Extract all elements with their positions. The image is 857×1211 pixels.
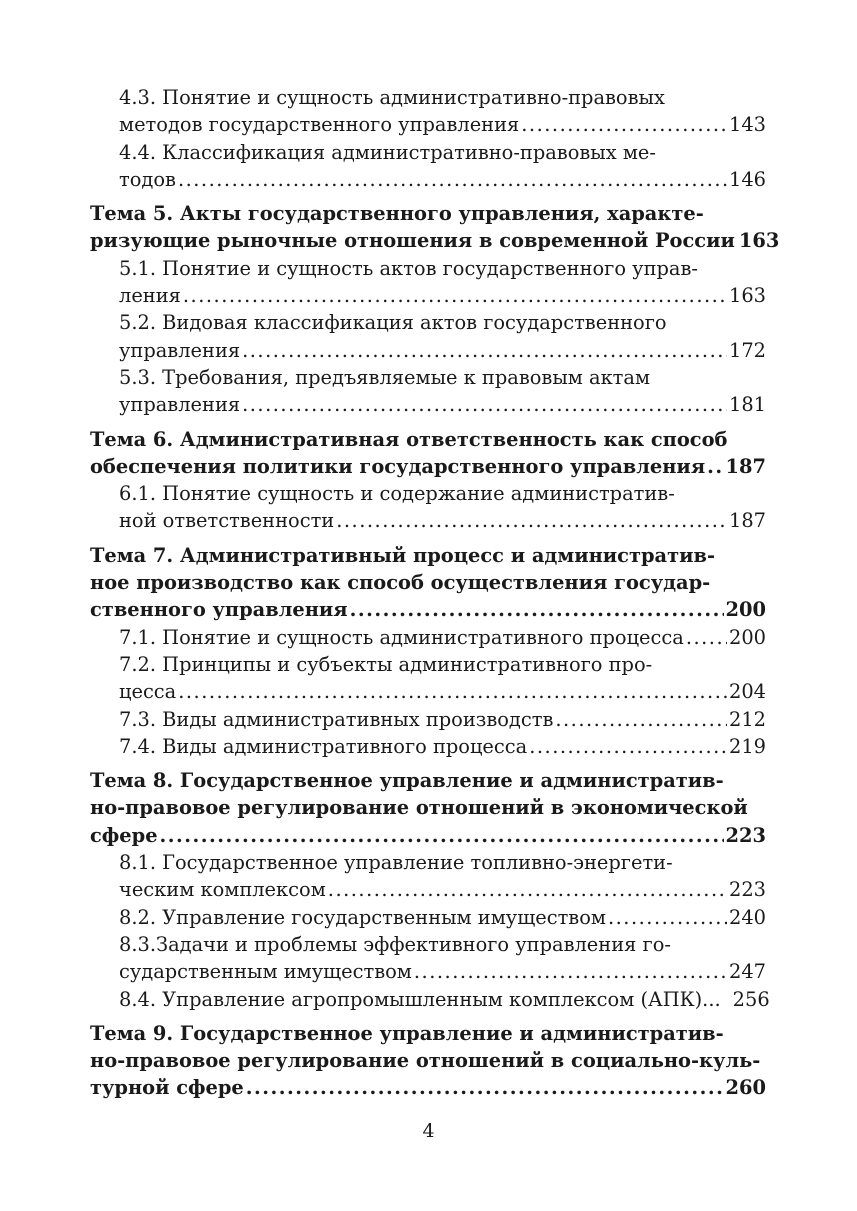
dot-leader xyxy=(242,391,727,418)
toc-entry-last-line xyxy=(119,678,766,705)
toc-entry-title-end: тодов xyxy=(119,167,176,191)
dot-leader xyxy=(246,1074,724,1101)
toc-entry-title-end: 8.4. Управление агропромышленным комплексом (АПК)... xyxy=(119,987,721,1011)
toc-entry-line: 7.2. Принципы и субъекты административного про- xyxy=(119,652,653,676)
toc-entry-line: 4.3. Понятие и сущность административно-правовых xyxy=(119,86,665,109)
toc-entry-last-line xyxy=(119,706,766,733)
toc-page-number: 204 xyxy=(728,680,766,704)
toc-entry-title-end: управления xyxy=(119,338,241,362)
toc-subsection-entry[interactable] xyxy=(90,364,766,419)
toc-page-number: 260 xyxy=(725,1076,766,1100)
toc-entry-title-end: ной ответственности xyxy=(119,509,335,533)
toc-entry-last-line xyxy=(119,166,766,193)
toc-subsection-entry[interactable] xyxy=(90,849,766,904)
toc-entry-last-line xyxy=(90,596,766,623)
toc-subsection-entry[interactable] xyxy=(90,931,766,986)
dot-leader xyxy=(242,337,727,364)
toc-entry-title-end: ризующие рыночные отношения в современной России xyxy=(90,229,735,253)
dot-leader xyxy=(529,733,727,760)
toc-entry-line: Тема 8. Государственное управление и административ- xyxy=(90,769,724,793)
toc-entry-last-line xyxy=(90,453,766,480)
dot-leader xyxy=(350,596,724,623)
toc-page-number: 181 xyxy=(728,393,766,417)
toc-entry-title-end: сударственным имуществом xyxy=(119,960,412,984)
toc-entry-line: 5.1. Понятие и сущность актов государственного управ- xyxy=(119,256,698,280)
toc-entry-last-line xyxy=(119,111,766,138)
toc-entry-line: 8.3.Задачи и проблемы эффективного управления го- xyxy=(119,932,671,956)
dot-leader xyxy=(328,876,727,903)
toc-page-number: 163 xyxy=(728,284,766,308)
toc-page-number: 240 xyxy=(728,905,766,929)
toc-page-number: 219 xyxy=(728,734,766,758)
toc-subsection-entry[interactable] xyxy=(90,84,766,139)
toc-page-number: 163 xyxy=(738,229,780,253)
toc-entry-title-end: управления xyxy=(119,393,241,417)
toc-page-number: 212 xyxy=(728,707,766,731)
toc-topic-entry[interactable] xyxy=(90,426,766,481)
toc-subsection-entry[interactable] xyxy=(90,255,766,310)
toc-entry-line: Тема 6. Административная ответственность как способ xyxy=(90,427,728,451)
toc-page-number: 187 xyxy=(725,454,766,478)
toc-entry-last-line xyxy=(90,227,780,254)
toc-entry-last-line xyxy=(119,904,766,931)
toc-entry-title-end: обеспечения политики государственного управления xyxy=(90,454,706,478)
toc-subsection-entry[interactable] xyxy=(90,733,766,760)
toc-entry-last-line xyxy=(119,282,766,309)
toc-entry-line: Тема 9. Государственное управление и административ- xyxy=(90,1021,724,1045)
toc-subsection-entry[interactable] xyxy=(90,139,766,194)
toc-entry-title-end: 7.1. Понятие и сущность административного процесса xyxy=(119,625,684,649)
toc-entry-last-line xyxy=(119,958,766,985)
toc-page-number: 172 xyxy=(728,338,766,362)
toc-entry-title-end: ческим комплексом xyxy=(119,878,326,902)
toc-topic-entry[interactable] xyxy=(90,542,766,624)
toc-page-number: 223 xyxy=(725,823,766,847)
toc-entry-line: 5.3. Требования, предъявляемые к правовым актам xyxy=(119,365,651,389)
dot-leader xyxy=(178,678,727,705)
toc-entry-line: но-правовое регулирование отношений в социально-куль- xyxy=(90,1049,761,1073)
dot-leader xyxy=(183,282,727,309)
dot-leader xyxy=(160,822,724,849)
toc-entry-line: 4.4. Классификация административно-правовых ме- xyxy=(119,140,656,164)
toc-page-number: 187 xyxy=(728,509,766,533)
toc-entry-line: 5.2. Видовая классификация актов государственного xyxy=(119,311,667,335)
toc-subsection-entry[interactable] xyxy=(90,480,766,535)
toc-entry-line: 6.1. Понятие сущность и содержание административ- xyxy=(119,482,675,506)
toc-entry-title-end: сфере xyxy=(90,823,158,847)
dot-leader xyxy=(521,111,727,138)
toc-entry-line: но-правовое регулирование отношений в экономической xyxy=(90,796,748,820)
toc-entry-title-end: ственного управления xyxy=(90,598,348,622)
toc-entry-title-end: турной сфере xyxy=(90,1076,244,1100)
toc-subsection-entry[interactable] xyxy=(90,706,766,733)
toc-entry-last-line xyxy=(90,822,766,849)
table-of-contents xyxy=(90,84,780,1102)
toc-entry-last-line xyxy=(119,876,766,903)
toc-subsection-entry[interactable] xyxy=(90,624,766,651)
toc-entry-line: Тема 5. Акты государственного управления, характе- xyxy=(90,202,704,226)
dot-leader xyxy=(555,706,727,733)
dot-leader xyxy=(414,958,727,985)
toc-topic-entry[interactable] xyxy=(90,767,766,849)
toc-entry-title-end: методов государственного управления xyxy=(119,113,520,137)
toc-subsection-entry[interactable] xyxy=(90,309,766,364)
dot-leader xyxy=(608,904,727,931)
toc-entry-last-line xyxy=(119,391,766,418)
toc-entry-line: Тема 7. Административный процесс и административ- xyxy=(90,543,716,567)
toc-entry-line: ное производство как способ осуществления государ- xyxy=(90,571,711,595)
toc-page-number: 247 xyxy=(728,960,766,984)
dot-leader xyxy=(336,507,727,534)
toc-entry-last-line xyxy=(119,624,766,651)
toc-entry-title-end: 7.4. Виды административного процесса xyxy=(119,734,528,758)
dot-leader xyxy=(686,624,727,651)
toc-page-number: 200 xyxy=(728,625,766,649)
dot-leader xyxy=(178,166,727,193)
toc-subsection-entry[interactable] xyxy=(90,651,766,706)
toc-entry-last-line xyxy=(90,1074,766,1101)
toc-entry-title-end: 7.3. Виды административных производств xyxy=(119,707,554,731)
toc-page-number: 146 xyxy=(728,167,766,191)
toc-entry-title-end: 8.2. Управление государственным имуществом xyxy=(119,905,606,929)
toc-entry-title-end: ления xyxy=(119,284,181,308)
toc-topic-entry[interactable] xyxy=(90,200,780,255)
toc-entry-last-line xyxy=(119,986,770,1013)
toc-page-number: 223 xyxy=(728,878,766,902)
dot-leader xyxy=(707,453,723,480)
toc-page-number: 143 xyxy=(728,113,766,137)
toc-entry-last-line xyxy=(119,337,766,364)
page-number: 4 xyxy=(422,1120,435,1142)
toc-entry-last-line xyxy=(119,507,766,534)
toc-entry-line: 8.1. Государственное управление топливно-энергети- xyxy=(119,851,673,875)
toc-page-number: 200 xyxy=(725,598,766,622)
toc-entry-title-end: цесса xyxy=(119,680,177,704)
toc-topic-entry[interactable] xyxy=(90,1020,766,1102)
toc-page-number: 256 xyxy=(732,987,770,1011)
toc-subsection-entry[interactable] xyxy=(90,986,770,1013)
toc-subsection-entry[interactable] xyxy=(90,904,766,931)
toc-entry-last-line xyxy=(119,733,766,760)
